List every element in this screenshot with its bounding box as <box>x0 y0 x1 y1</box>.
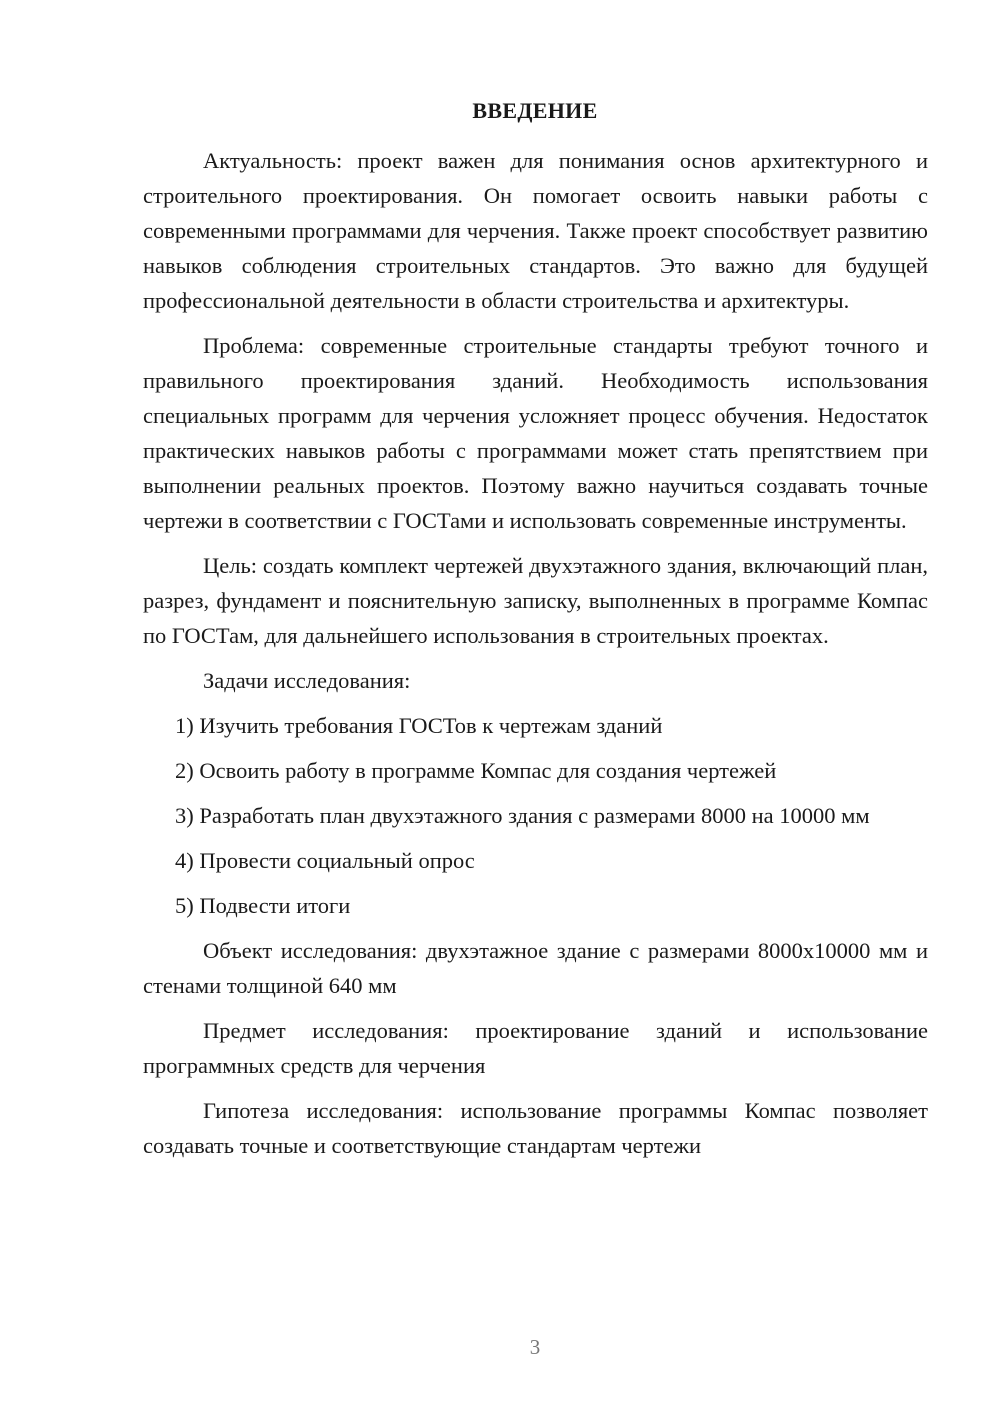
task-item: 3) Разработать план двухэтажного здания с размерами 8000 на 10000 мм <box>175 803 870 828</box>
tasks-title: Задачи исследования: <box>203 668 411 693</box>
task-item: 4) Провести социальный опрос <box>175 848 475 873</box>
object-paragraph: Объект исследования: двухэтажное здание с размерами 8000х10000 мм и стенами толщиной 640 мм <box>143 938 928 998</box>
page-number: 3 <box>529 1335 541 1359</box>
problem-paragraph: Проблема: современные строительные стандарты требуют точного и правильного проектирования зданий. Необходимость использования специальных программ для черчения усложняет процесс обучения. Недостаток практических навыков работы с программами может стать препятствием при выполнении реальных проектов. Поэтому важно научиться создавать точные чертежи в соответствии с ГОСТами и использовать современные инструменты. <box>143 333 928 533</box>
section-heading: ВВЕДЕНИЕ <box>472 98 598 123</box>
task-item: 1) Изучить требования ГОСТов к чертежам зданий <box>175 713 663 738</box>
hypothesis-paragraph: Гипотеза исследования: использование программы Компас позволяет создавать точные и соответствующие стандартам чертежи <box>143 1098 928 1158</box>
relevance-paragraph: Актуальность: проект важен для понимания основ архитектурного и строительного проектирования. Он помогает освоить навыки работы с современными программами для черчения. Также проект способствует развитию навыков соблюдения строительных стандартов. Это важно для будущей профессиональной деятельности в области строительства и архитектуры. <box>143 148 928 313</box>
task-item: 2) Освоить работу в программе Компас для создания чертежей <box>175 758 777 783</box>
document-body <box>143 143 928 1173</box>
task-item: 5) Подвести итоги <box>175 893 351 918</box>
goal-paragraph: Цель: создать комплект чертежей двухэтажного здания, включающий план, разрез, фундамент и пояснительную записку, выполненных в программе Компас по ГОСТам, для дальнейшего использования в строительных проектах. <box>143 553 928 648</box>
subject-paragraph: Предмет исследования: проектирование зданий и использование программных средств для черчения <box>143 1018 928 1078</box>
